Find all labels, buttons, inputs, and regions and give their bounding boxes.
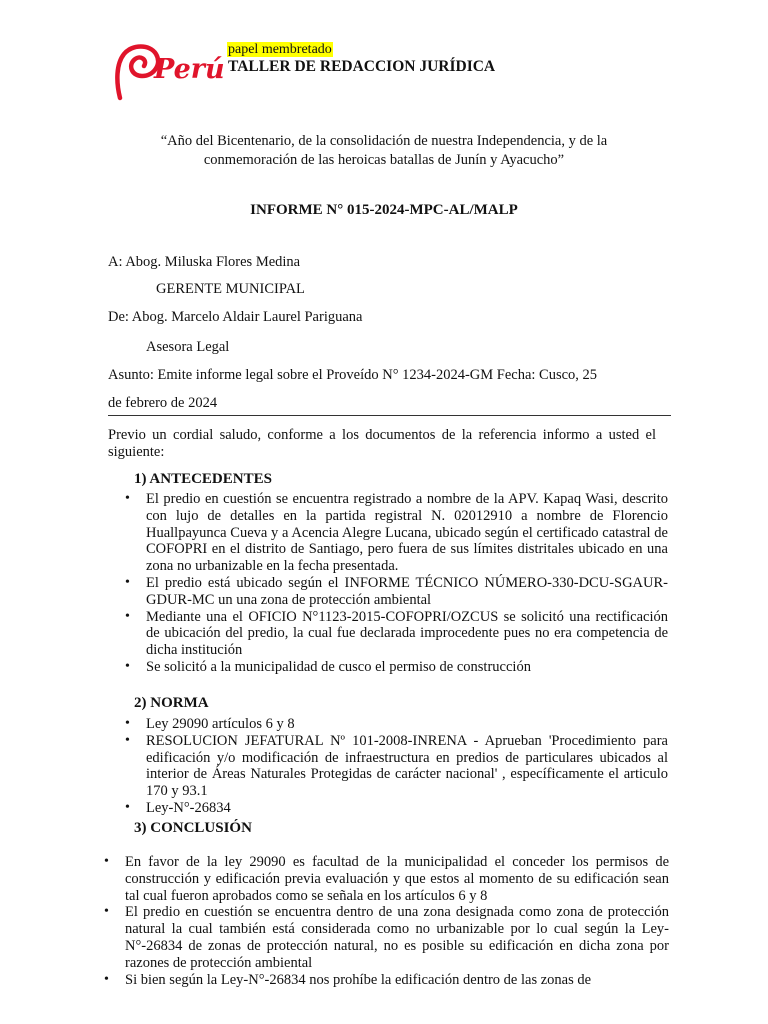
year-motto xyxy=(0,132,768,170)
report-number: INFORME N° 015-2024-MPC-AL/MALP xyxy=(250,202,518,218)
list-item: • En favor de la ley 29090 es facultad de la municipalidad el conceder los permisos de construcción y edificación previa evaluación y que estos al momento de su edificación sean tal cual fueron aprobados como se señala en los artículos 6 y 8 xyxy=(125,854,669,904)
list-item: • Ley-N°-26834 xyxy=(146,800,668,817)
norma-list xyxy=(146,716,668,817)
section-conclusion-heading: 3) CONCLUSIÓN xyxy=(134,820,252,836)
peru-logo xyxy=(110,42,225,102)
addressee-to: A: Abog. Miluska Flores Medina xyxy=(108,254,301,270)
addressee-from: De: Abog. Marcelo Aldair Laurel Pariguana xyxy=(108,309,363,325)
addressee-from-role: Asesora Legal xyxy=(146,339,230,355)
subject-line-1: Asunto: Emite informe legal sobre el Proveído N° 1234-2024-GM Fecha: Cusco, 25 xyxy=(108,367,598,383)
list-item: • El predio está ubicado según el INFORME TÉCNICO NÚMERO-330-DCU-SGAUR-GDUR-MC un una zona de protección ambiental xyxy=(146,575,668,609)
list-item: • Ley 29090 artículos 6 y 8 xyxy=(146,716,668,733)
list-item: • Si bien según la Ley-N°-26834 nos prohíbe la edificación dentro de las zonas de xyxy=(125,972,669,989)
addressee-to-role: GERENTE MUNICIPAL xyxy=(156,281,305,297)
conclusion-list xyxy=(125,854,669,988)
letterhead-title: TALLER DE REDACCION JURÍDICA xyxy=(228,58,496,75)
logo-wordmark: Perú xyxy=(154,54,225,85)
peru-logo-icon xyxy=(110,42,225,102)
intro-paragraph: Previo un cordial saludo, conforme a los documentos de la referencia informo a usted el siguiente: xyxy=(108,427,656,460)
list-item: • El predio en cuestión se encuentra dentro de una zona designada como zona de protección natural la cual también está considerada como no urbanizable por lo cual según la Ley-N°-26834 de zonas de protección natural, no es posible su edificación en dicha zona por razones de protección ambiental xyxy=(125,904,669,971)
subject-line-2: de febrero de 2024 xyxy=(108,395,218,411)
list-item: • Mediante una el OFICIO N°1123-2015-COFOPRI/OZCUS se solicitó una rectificación de ubicación del predio, la cual fue declarada improcedente pues no era competencia de dicha institución xyxy=(146,609,668,659)
letterhead-highlight-label: papel membretado xyxy=(228,42,332,57)
section-antecedentes-heading: 1) ANTECEDENTES xyxy=(134,471,272,487)
list-item: • Se solicitó a la municipalidad de cusco el permiso de construcción xyxy=(146,659,668,676)
year-motto-line-2: conmemoración de las heroicas batallas de Junín y Ayacucho” xyxy=(203,152,565,168)
list-item: • El predio en cuestión se encuentra registrado a nombre de la APV. Kapaq Wasi, descrito con lujo de detalles en la partida registral N. 02012910 a nombre de Florencio Huallpayunca Cueva y a Acencia Alegre Lucana, ubicado según el certificado catastral de COFOPRI en el distrito de Santiago, pero fuera de sus límites distritales ubicado en una zona no urbanizable en la fecha presentada. xyxy=(146,491,668,575)
section-norma-heading: 2) NORMA xyxy=(134,695,209,711)
list-item: • RESOLUCION JEFATURAL Nº 101-2008-INRENA - Aprueban 'Procedimiento para edificación y/o modificación de infraestructura en predios de particulares ubicados al interior de Áreas Naturales Protegidas de carácter nacional' , específicamente el articulo 170 y 93.1 xyxy=(146,733,668,800)
year-motto-line-1: “Año del Bicentenario, de la consolidación de nuestra Independencia, y de la xyxy=(160,133,608,149)
header-divider xyxy=(108,415,671,416)
antecedentes-list xyxy=(146,491,668,676)
